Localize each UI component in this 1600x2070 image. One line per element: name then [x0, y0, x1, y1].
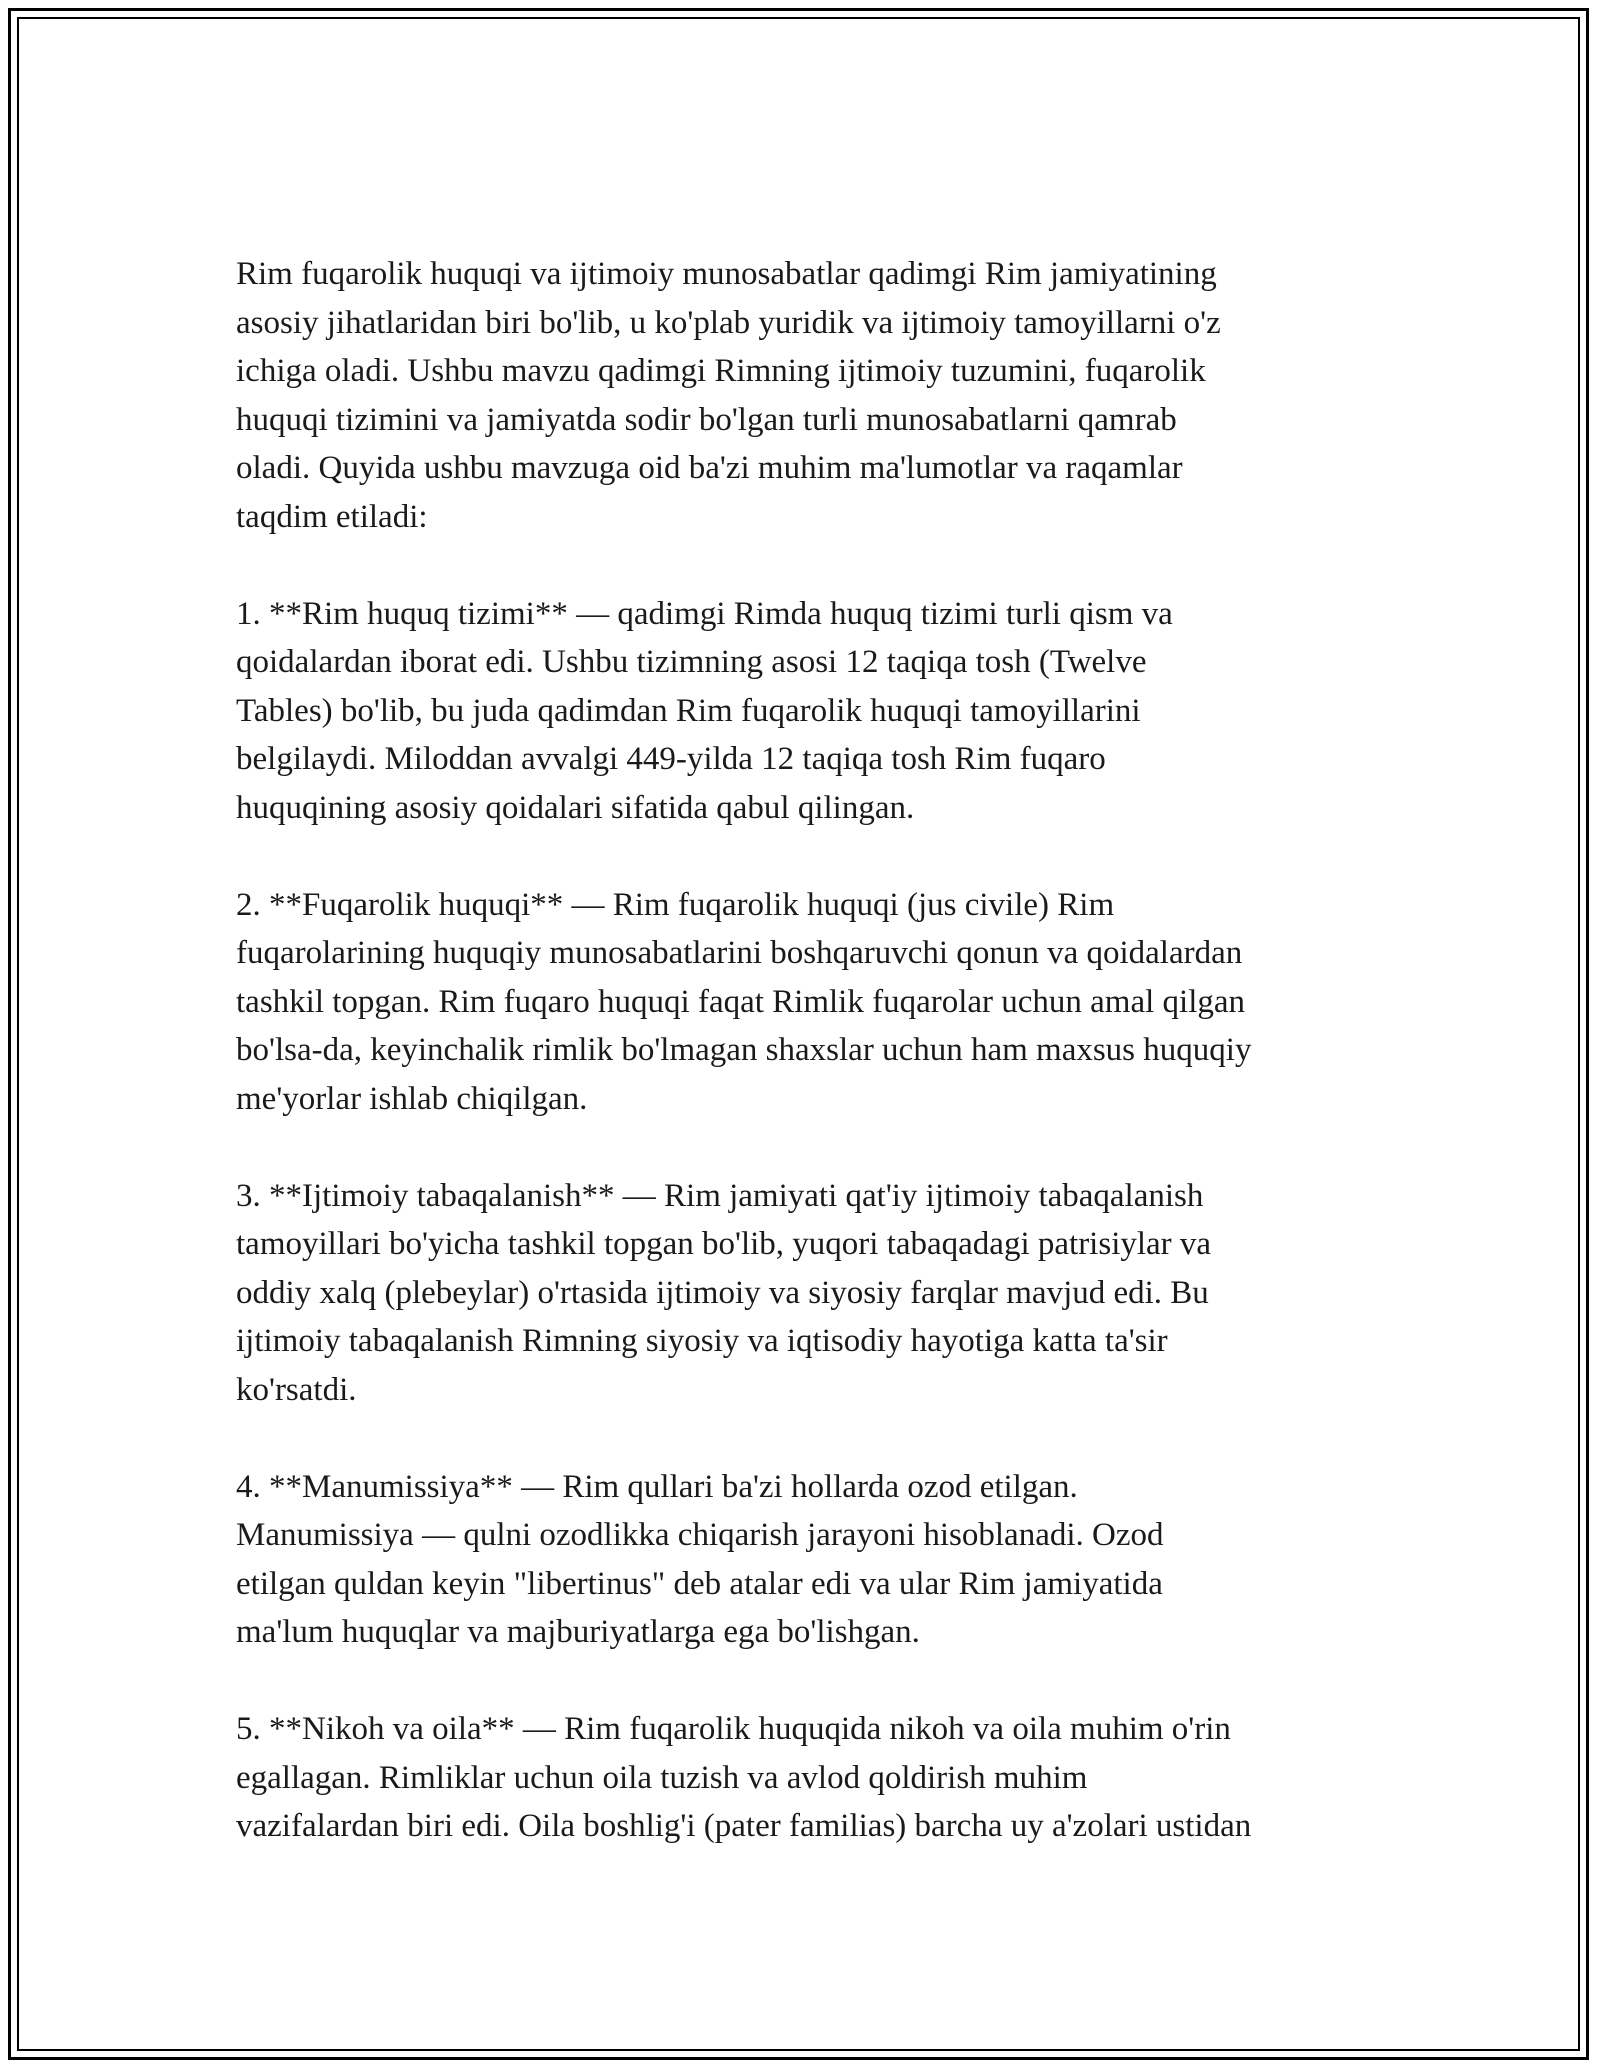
list-item-manumissiya: 4. **Manumissiya** — Rim qullari ba'zi hollarda ozod etilgan. Manumissiya — qulni ozodlikka chiqarish jarayoni hisoblanadi. Ozod etilgan quldan keyin "libertinus" deb atalar edi va ular Rim jamiyatida ma'lum huquqlar va majburiyatlarga ega bo'lishgan. [236, 1468, 1164, 1650]
list-item-ijtimoiy-tabaqalanish: 3. **Ijtimoiy tabaqalanish** — Rim jamiyati qat'iy ijtimoiy tabaqalanish tamoyillari bo'yicha tashkil topgan bo'lib, yuqori tabaqadagi patrisiylar va oddiy xalq (plebeylar) o'rtasida ijtimoiy va siyosiy farqlar mavjud edi. Bu ijtimoiy tabaqalanish Rimning siyosiy va iqtisodiy hayotiga katta ta'sir ko'rsatdi. [236, 1177, 1212, 1408]
document-body [236, 250, 1386, 1851]
intro-paragraph: Rim fuqarolik huquqi va ijtimoiy munosabatlar qadimgi Rim jamiyatining asosiy jihatlaridan biri bo'lib, u ko'plab yuridik va ijtimoiy tamoyillarni o'z ichiga oladi. Ushbu mavzu qadimgi Rimning ijtimoiy tuzumini, fuqarolik huquqi tizimini va jamiyatda sodir bo'lgan turli munosabatlarni qamrab oladi. Quyida ushbu mavzuga oid ba'zi muhim ma'lumotlar va raqamlar taqdim etiladi: [236, 256, 1221, 535]
list-item-nikoh-va-oila: 5. **Nikoh va oila** — Rim fuqarolik huquqida nikoh va oila muhim o'rin egallagan. Rimliklar uchun oila tuzish va avlod qoldirish muhim vazifalardan biri edi. Oila boshlig'i (pater familias) barcha uy a'zolari ustidan [236, 1711, 1252, 1844]
list-item-fuqarolik-huquqi: 2. **Fuqarolik huquqi** — Rim fuqarolik huquqi (jus civile) Rim fuqarolarining huquqiy munosabatlarini boshqaruvchi qonun va qoidalardan tashkil topgan. Rim fuqaro huquqi faqat Rimlik fuqarolar uchun amal qilgan bo'lsa-da, keyinchalik rimlik bo'lmagan shaxslar uchun ham maxsus huquqiy me'yorlar ishlab chiqilgan. [236, 886, 1252, 1117]
list-item-rim-huquq-tizimi: 1. **Rim huquq tizimi** — qadimgi Rimda huquq tizimi turli qism va qoidalardan iborat edi. Ushbu tizimning asosi 12 taqiqa tosh (Twelve Tables) bo'lib, bu juda qadimdan Rim fuqarolik huquqi tamoyillarini belgilaydi. Miloddan avvalgi 449-yilda 12 taqiqa tosh Rim fuqaro huquqining asosiy qoidalari sifatida qabul qilingan. [236, 595, 1173, 826]
